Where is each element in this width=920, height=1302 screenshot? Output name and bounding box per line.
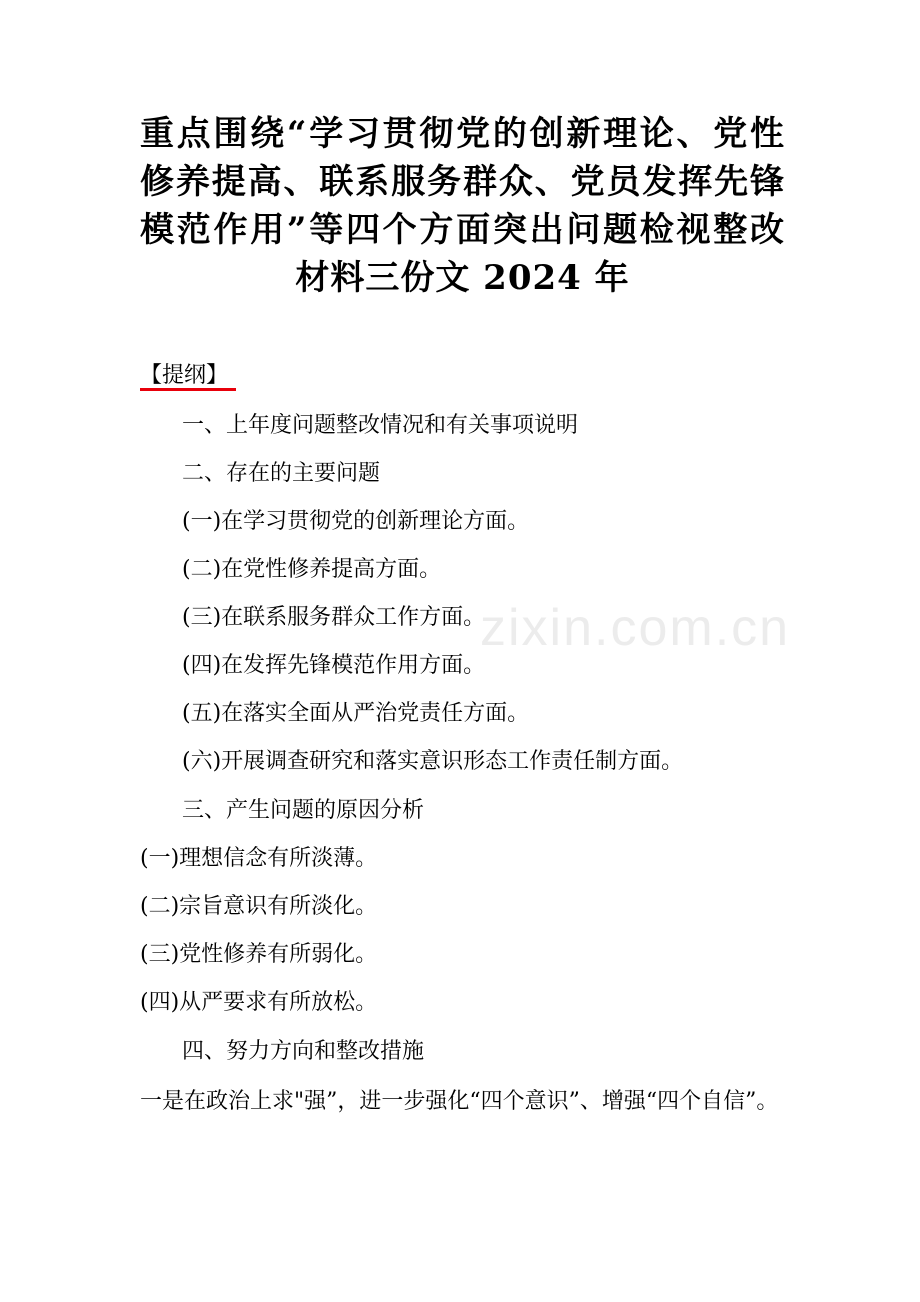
outline-underline xyxy=(140,388,236,391)
list-item: (四)在发挥先锋模范作用方面。 xyxy=(182,653,486,678)
document-title: 重点围绕“学习贯彻党的创新理论、党性修养提高、联系服务群众、党员发挥先锋模范作用”等四个方面突出问题检视整改材料三份文 2024 年 xyxy=(140,114,785,298)
list-item: (三)在联系服务群众工作方面。 xyxy=(182,605,486,630)
list-item: (六)开展调查研究和落实意识形态工作责任制方面。 xyxy=(182,749,684,774)
list-item: (四)从严要求有所放松。 xyxy=(140,990,378,1015)
list-item: (三)党性修养有所弱化。 xyxy=(140,942,378,967)
section-heading-1: 一、上年度问题整改情况和有关事项说明 xyxy=(182,413,579,438)
list-item: (一)在学习贯彻党的创新理论方面。 xyxy=(182,509,530,534)
section-heading-4: 四、努力方向和整改措施 xyxy=(182,1039,425,1064)
list-item: (一)理想信念有所淡薄。 xyxy=(140,846,378,871)
list-item: (二)在党性修养提高方面。 xyxy=(182,557,442,582)
list-item: (二)宗旨意识有所淡化。 xyxy=(140,894,378,919)
list-item: (五)在落实全面从严治党责任方面。 xyxy=(182,701,530,726)
watermark: zixin.com.cn xyxy=(480,599,791,657)
section-heading-2: 二、存在的主要问题 xyxy=(182,461,381,486)
outline-label: 【提纲】 xyxy=(140,363,229,388)
section-heading-3: 三、产生问题的原因分析 xyxy=(182,798,425,823)
section-4-paragraph: 一是在政治上求"强”，进一步强化“四个意识”、增强“四个自信”。 xyxy=(140,1089,779,1114)
